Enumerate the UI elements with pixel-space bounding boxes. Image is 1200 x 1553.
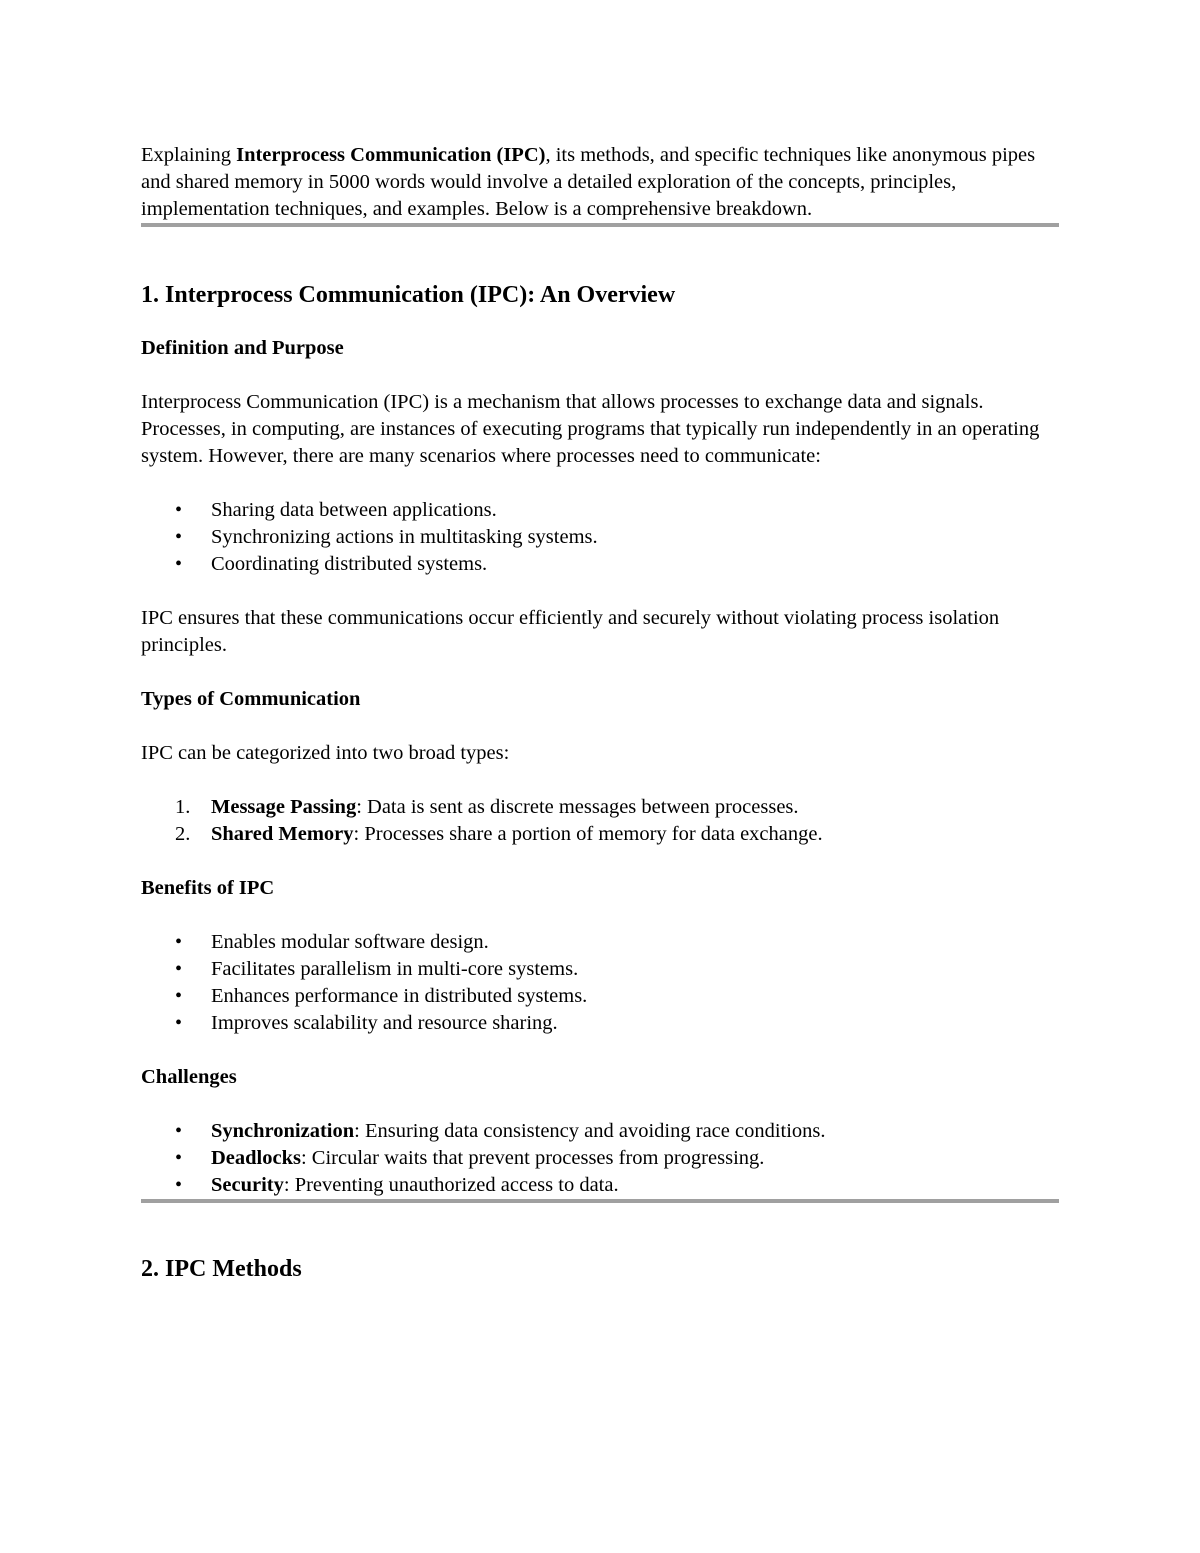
challenges-heading: Challenges [141,1066,237,1088]
bullet-icon: • [175,1012,183,1034]
list-item [141,983,1059,1010]
list-item-text: Enhances performance in distributed systems. [211,985,588,1007]
types-numbered-list [141,794,1059,848]
list-item [141,1118,1059,1145]
section-divider [141,1199,1059,1203]
list-number: 1. [175,796,191,818]
section-divider [141,223,1059,227]
list-item-text: Synchronizing actions in multitasking systems. [211,526,598,548]
definition-paragraph: Interprocess Communication (IPC) is a mechanism that allows processes to exchange data and signals. Processes, in computing, are instances of executing programs that typically run independently in an operating system. However, there are many scenarios where processes need to communicate: [141,391,1040,467]
list-item [141,929,1059,956]
intro-prefix: Explaining [141,144,237,166]
list-number: 2. [175,823,191,845]
list-item [141,1172,1059,1199]
bullet-icon: • [175,526,183,548]
list-item-term: Shared Memory [211,823,354,845]
list-item [141,1010,1059,1037]
list-item [141,794,1059,821]
document-page [141,142,1059,1284]
list-item-term: Deadlocks [211,1147,301,1169]
definition-closing-paragraph: IPC ensures that these communications occur efficiently and securely without violating process isolation principles. [141,607,1000,656]
list-item-text: Enables modular software design. [211,931,489,953]
list-item-text: Coordinating distributed systems. [211,553,488,575]
bullet-icon: • [175,1174,183,1196]
list-item [141,551,1059,578]
intro-paragraph [141,142,1059,223]
list-item [141,1145,1059,1172]
intro-suffix: , its methods, and specific techniques like anonymous pipes and shared memory in 5000 words would involve a detailed exploration of the concepts, principles, implementation techniques, and examples. Below is a comprehensive breakdown. [141,144,1036,220]
bullet-icon: • [175,958,183,980]
benefits-heading: Benefits of IPC [141,877,275,899]
bullet-icon: • [175,499,183,521]
bullet-icon: • [175,931,183,953]
list-item [141,821,1059,848]
bullet-icon: • [175,985,183,1007]
list-item [141,956,1059,983]
list-item-desc: : Preventing unauthorized access to data. [283,1174,619,1196]
list-item [141,497,1059,524]
bullet-icon: • [175,1147,183,1169]
list-item-desc: : Data is sent as discrete messages between processes. [356,796,799,818]
section-2-heading: 2. IPC Methods [141,1256,302,1282]
benefits-bullet-list [141,929,1059,1037]
section-1-heading: 1. Interprocess Communication (IPC): An Overview [141,282,676,308]
definition-bullet-list [141,497,1059,578]
list-item-term: Synchronization [211,1120,355,1142]
types-heading: Types of Communication [141,688,361,710]
intro-bold-term: Interprocess Communication (IPC) [236,144,546,166]
list-item [141,524,1059,551]
definition-heading: Definition and Purpose [141,337,344,359]
list-item-text: Sharing data between applications. [211,499,497,521]
list-item-text: Facilitates parallelism in multi-core systems. [211,958,579,980]
list-item-desc: : Processes share a portion of memory for data exchange. [353,823,823,845]
list-item-desc: : Circular waits that prevent processes from progressing. [300,1147,765,1169]
bullet-icon: • [175,1120,183,1142]
list-item-term: Message Passing [211,796,357,818]
list-item-term: Security [211,1174,284,1196]
challenges-bullet-list [141,1118,1059,1199]
list-item-desc: : Ensuring data consistency and avoiding race conditions. [354,1120,826,1142]
list-item-text: Improves scalability and resource sharing. [211,1012,558,1034]
types-paragraph: IPC can be categorized into two broad types: [141,742,510,764]
bullet-icon: • [175,553,183,575]
